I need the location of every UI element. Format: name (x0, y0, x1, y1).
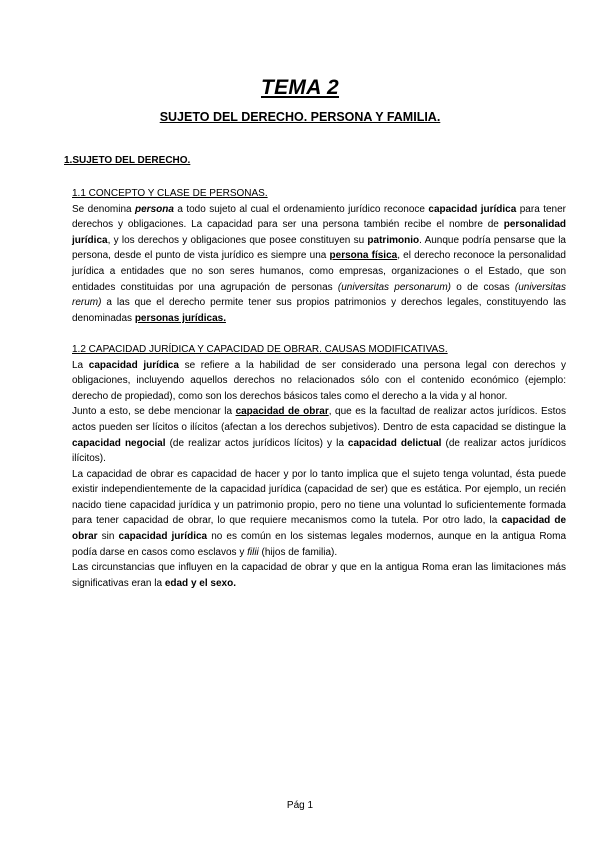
paragraph-capacidad-juridica: La capacidad jurídica se refiere a la habilidad de ser considerado una persona legal con derechos y obligaciones, incluyendo aquellos derechos no relacionados sólo con el contenido económico (ejemplo: derecho de propiedad), como son los derechos básicos tales como el derecho a la vida y al honor. (72, 359, 567, 402)
page-subtitle: SUJETO DEL DERECHO. PERSONA Y FAMILIA. (159, 110, 441, 124)
paragraph-voluntad: La capacidad de obrar es capacidad de hacer y por lo tanto implica que el sujeto tenga voluntad, ésta puede existir independientemente de la capacidad jurídica (capacidad de ser) que es estática. Por ejemplo, un recién nacido tiene capacidad jurídica y un patrimonio propio, pero no tiene una voluntad lo suficientemente formada para tener capacidad de obrar, lo que requiere mecanismos como la tutela. Por otro lado, la capacidad de obrar sin capacidad jurídica no es común en los sistemas legales modernos, aunque en la antigua Roma podía darse en casos como esclavos y filii (hijos de familia). (72, 468, 567, 558)
paragraph-capacidad-obrar: Junto a esto, se debe mencionar la capacidad de obrar, que es la facultad de realizar actos jurídicos. Estos actos pueden ser lícitos o ilícitos (afectan a los derechos subjetivos). Dentro de esta capacidad se distingue la capacidad negocial (de realizar actos jurídicos lícitos) y la capacidad delictual (de realizar actos jurídicos ilícitos). (72, 406, 566, 465)
subsection-heading-2: 1.2 CAPACIDAD JURÍDICA Y CAPACIDAD DE OBRAR. CAUSAS MODIFICATIVAS. (72, 343, 448, 355)
page-title: TEMA 2 (260, 76, 340, 99)
paragraph-personas: Se denomina persona a todo sujeto al cual el ordenamiento jurídico reconoce capacidad jurídica para tener derechos y obligaciones. La capacidad para ser una persona también recibe el nombre de personalidad jurídica, y los derechos y obligaciones que posee constituyen su patrimonio. Aunque podría pensarse que la persona, desde el punto de vista jurídico es siempre una persona física, el derecho reconoce la personalidad jurídica a entidades que no son seres humanos, como empresas, organizaciones o el Estado, que son entidades constituidas por una agrupación de personas (universitas personarum) o de cosas (universitas rerum) a las que el derecho permite tener sus propios patrimonios y derechos legales, constituyendo las denominadas personas jurídicas. (72, 203, 566, 324)
section-heading: 1.SUJETO DEL DERECHO. (64, 155, 191, 166)
page-number: Pág 1 (286, 800, 314, 811)
paragraph-circunstancias: Las circunstancias que influyen en la capacidad de obrar y que en la antigua Roma eran las limitaciones más significativas eran la edad y el sexo. (72, 562, 566, 589)
subsection-heading-1: 1.1 CONCEPTO Y CLASE DE PERSONAS. (72, 188, 268, 199)
document-body (72, 186, 566, 591)
